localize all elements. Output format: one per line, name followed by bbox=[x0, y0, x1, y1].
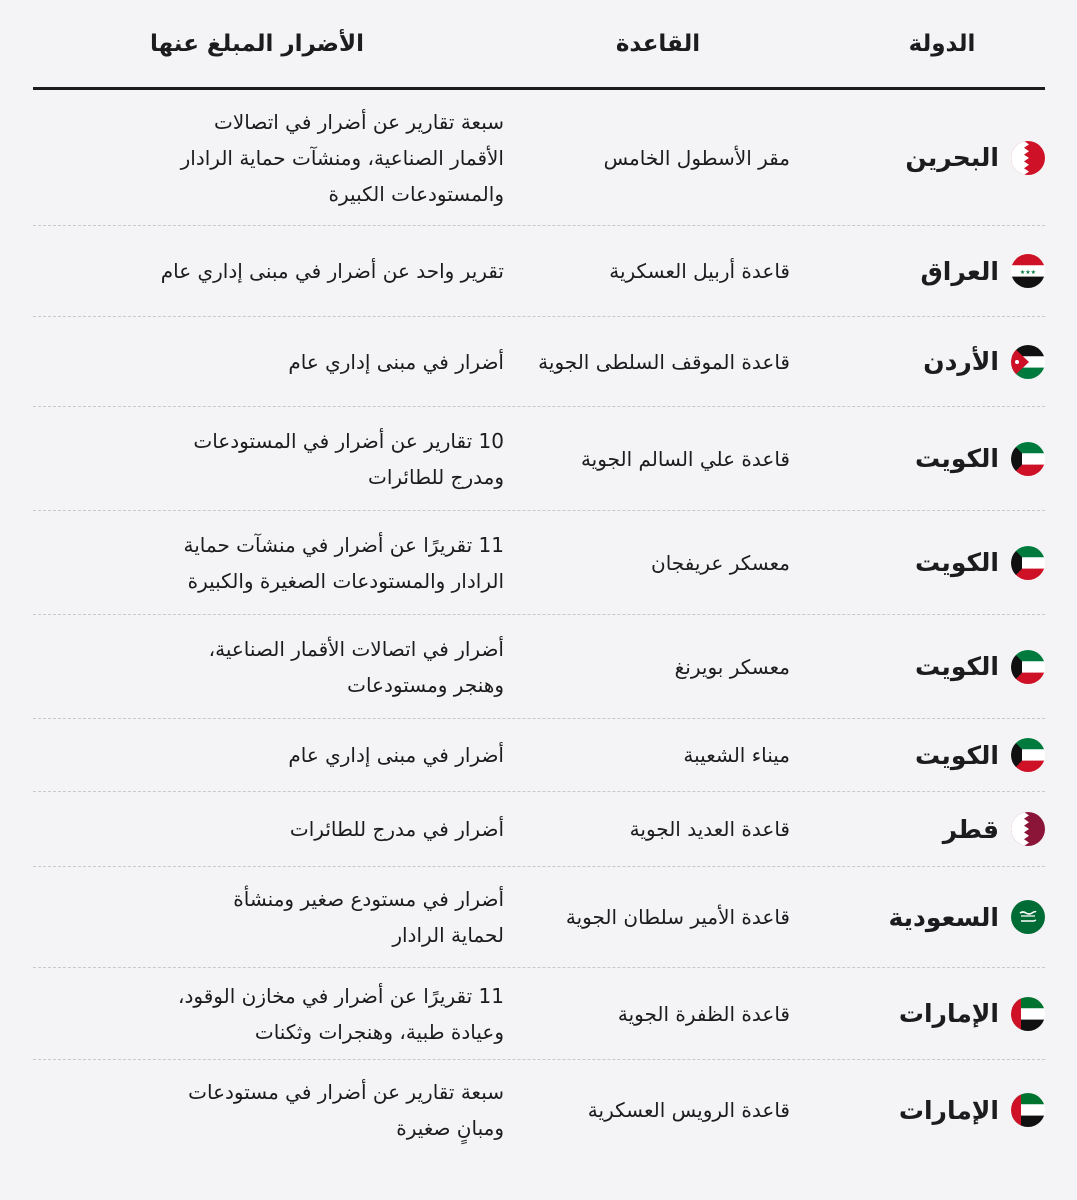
damage-description bbox=[84, 631, 504, 703]
country-cell bbox=[790, 141, 1045, 175]
country-cell bbox=[790, 1093, 1045, 1127]
table-row bbox=[33, 511, 1045, 615]
country-name: العراق bbox=[920, 256, 999, 286]
damage-description bbox=[84, 253, 504, 289]
header-base: القاعدة bbox=[615, 30, 701, 57]
flag-kuwait-icon bbox=[1011, 442, 1045, 476]
table-header bbox=[33, 0, 1045, 90]
damage-line: 10 تقارير عن أضرار في المستودعات bbox=[193, 428, 504, 453]
damage-line: أضرار في مدرج للطائرات bbox=[289, 817, 504, 841]
table-row bbox=[33, 90, 1045, 226]
base-name: ميناء الشعيبة bbox=[683, 743, 790, 767]
damage-description bbox=[84, 978, 504, 1050]
table-body bbox=[33, 90, 1045, 1160]
damage-table bbox=[33, 0, 1045, 1160]
country-cell bbox=[790, 738, 1045, 772]
damage-description bbox=[84, 344, 504, 380]
country-cell bbox=[790, 546, 1045, 580]
country-cell bbox=[790, 442, 1045, 476]
flag-uae-icon bbox=[1011, 1093, 1045, 1127]
flag-uae-icon bbox=[1011, 997, 1045, 1031]
flag-saudi-icon bbox=[1011, 900, 1045, 934]
country-name: الكويت bbox=[914, 444, 999, 473]
country-name: الكويت bbox=[914, 548, 999, 577]
damage-line: ومبانٍ صغيرة bbox=[396, 1116, 504, 1140]
damage-line: والمستودعات الكبيرة bbox=[328, 181, 504, 206]
country-name: البحرين bbox=[905, 143, 999, 172]
damage-line: 11 تقريرًا عن أضرار في منشآت حماية bbox=[183, 532, 504, 557]
table-row bbox=[33, 1060, 1045, 1160]
country-name: الكويت bbox=[914, 652, 999, 681]
flag-qatar-icon bbox=[1011, 812, 1045, 846]
table-row bbox=[33, 968, 1045, 1060]
table-row bbox=[33, 317, 1045, 407]
damage-line: أضرار في مبنى إداري عام bbox=[288, 743, 504, 767]
table-row bbox=[33, 719, 1045, 792]
flag-bahrain-icon bbox=[1011, 141, 1045, 175]
base-name: قاعدة أربيل العسكرية bbox=[609, 259, 790, 283]
country-cell bbox=[790, 650, 1045, 684]
table-row bbox=[33, 792, 1045, 867]
damage-line: تقرير واحد عن أضرار في مبنى إداري عام bbox=[160, 259, 504, 283]
base-name: قاعدة الموقف السلطى الجوية bbox=[538, 349, 790, 374]
country-cell bbox=[790, 345, 1045, 379]
damage-line: وهنجر ومستودعات bbox=[347, 672, 504, 697]
damage-line: ومدرج للطائرات bbox=[368, 464, 504, 489]
damage-line: 11 تقريرًا عن أضرار في مخازن الوقود، bbox=[178, 983, 504, 1008]
country-cell bbox=[790, 900, 1045, 934]
header-country: الدولة bbox=[908, 30, 976, 57]
damage-line: أضرار في مبنى إداري عام bbox=[288, 349, 504, 374]
country-cell bbox=[790, 812, 1045, 846]
base-name: قاعدة الرويس العسكرية bbox=[587, 1098, 790, 1122]
damage-line: أضرار في اتصالات الأقمار الصناعية، bbox=[208, 636, 504, 661]
base-name: معسكر بويرنغ bbox=[674, 654, 790, 679]
damage-description bbox=[84, 527, 504, 599]
country-name: السعودية bbox=[888, 902, 999, 932]
damage-description bbox=[84, 104, 504, 212]
country-name: الإمارات bbox=[898, 1095, 999, 1125]
table-row bbox=[33, 615, 1045, 719]
flag-kuwait-icon bbox=[1011, 546, 1045, 580]
svg-text:★★★: ★★★ bbox=[1019, 269, 1037, 276]
damage-description bbox=[84, 881, 504, 953]
flag-iraq-icon bbox=[1011, 254, 1045, 288]
base-name: معسكر عريفجان bbox=[651, 550, 790, 575]
damage-line: لحماية الرادار bbox=[392, 923, 504, 947]
flag-kuwait-icon bbox=[1011, 738, 1045, 772]
damage-line: سبعة تقارير عن أضرار في مستودعات bbox=[188, 1080, 504, 1104]
base-name: مقر الأسطول الخامس bbox=[603, 145, 790, 170]
country-name: الكويت bbox=[914, 740, 999, 770]
header-damage: الأضرار المبلغ عنها bbox=[149, 30, 365, 57]
damage-description bbox=[84, 737, 504, 773]
damage-line: الأقمار الصناعية، ومنشآت حماية الرادار bbox=[180, 145, 504, 170]
damage-line: الرادار والمستودعات الصغيرة والكبيرة bbox=[187, 568, 504, 593]
damage-description bbox=[84, 1074, 504, 1146]
base-name: قاعدة الأمير سلطان الجوية bbox=[565, 905, 790, 929]
country-name: الإمارات bbox=[898, 999, 999, 1028]
base-name: قاعدة العديد الجوية bbox=[629, 817, 790, 841]
table-row bbox=[33, 867, 1045, 968]
flag-jordan-icon bbox=[1011, 345, 1045, 379]
damage-line: أضرار في مستودع صغير ومنشأة bbox=[233, 887, 504, 911]
table-row bbox=[33, 407, 1045, 511]
damage-description bbox=[84, 423, 504, 495]
base-name: قاعدة الظفرة الجوية bbox=[617, 1001, 790, 1026]
damage-description bbox=[84, 811, 504, 847]
damage-line: سبعة تقارير عن أضرار في اتصالات bbox=[214, 109, 504, 134]
country-name: الأردن bbox=[923, 347, 999, 376]
base-name: قاعدة علي السالم الجوية bbox=[580, 446, 790, 471]
country-name: قطر bbox=[942, 814, 999, 844]
country-cell bbox=[790, 254, 1045, 288]
table-row bbox=[33, 226, 1045, 317]
country-cell bbox=[790, 997, 1045, 1031]
flag-kuwait-icon bbox=[1011, 650, 1045, 684]
damage-line: وعيادة طبية، وهنجرات وثكنات bbox=[254, 1019, 504, 1044]
